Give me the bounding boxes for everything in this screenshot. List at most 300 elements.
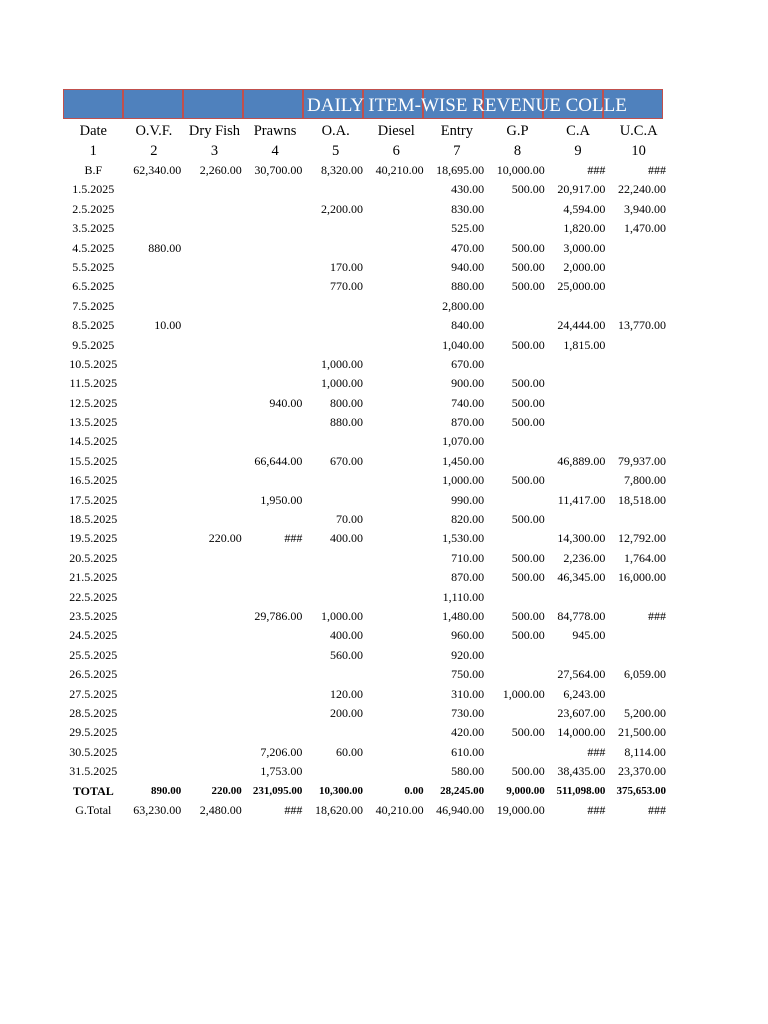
table-cell[interactable]: 1,753.00 — [260, 764, 303, 779]
table-cell[interactable] — [548, 355, 609, 374]
header-cell[interactable] — [183, 89, 243, 119]
table-cell[interactable] — [184, 762, 245, 781]
table-cell[interactable] — [124, 452, 185, 471]
table-cell[interactable] — [184, 510, 245, 529]
table-cell[interactable]: 2,800.00 — [442, 298, 485, 313]
table-cell[interactable] — [245, 200, 306, 219]
table-cell[interactable]: 730.00 — [451, 705, 485, 720]
table-cell[interactable] — [305, 588, 366, 607]
table-cell[interactable]: 670.00 — [329, 453, 363, 468]
table-cell[interactable] — [124, 704, 185, 723]
header-cell[interactable] — [63, 89, 123, 119]
table-cell[interactable]: 470.00 — [451, 240, 485, 255]
table-cell[interactable] — [548, 297, 609, 316]
table-cell[interactable]: 29,786.00 — [254, 608, 303, 623]
row-label-cell[interactable]: 9.5.2025 — [72, 337, 115, 352]
table-cell[interactable]: 38,435.00 — [557, 764, 606, 779]
table-cell[interactable] — [124, 297, 185, 316]
table-cell[interactable] — [245, 568, 306, 587]
table-cell[interactable] — [184, 549, 245, 568]
table-cell[interactable]: 990.00 — [451, 492, 485, 507]
table-cell[interactable] — [305, 471, 366, 490]
table-cell[interactable]: 870.00 — [451, 415, 485, 430]
table-cell[interactable] — [184, 258, 245, 277]
table-cell[interactable]: 840.00 — [451, 318, 485, 333]
table-cell[interactable] — [124, 258, 185, 277]
table-cell[interactable]: 920.00 — [451, 647, 485, 662]
table-cell[interactable]: 1,820.00 — [563, 221, 606, 236]
table-cell[interactable]: 21,500.00 — [617, 725, 666, 740]
table-cell[interactable] — [184, 239, 245, 258]
table-cell[interactable] — [184, 743, 245, 762]
table-cell[interactable] — [184, 297, 245, 316]
column-number[interactable]: 5 — [332, 143, 340, 159]
column-number[interactable]: 3 — [210, 143, 219, 159]
table-cell[interactable] — [124, 626, 185, 645]
header-cell[interactable] — [243, 89, 303, 119]
row-label-cell[interactable]: G.Total — [75, 802, 112, 817]
table-cell[interactable]: 560.00 — [329, 647, 363, 662]
table-cell[interactable] — [245, 297, 306, 316]
table-cell[interactable] — [124, 180, 185, 199]
table-cell[interactable] — [124, 762, 185, 781]
table-cell[interactable] — [487, 200, 548, 219]
table-cell[interactable] — [366, 336, 427, 355]
table-cell[interactable]: 23,607.00 — [557, 705, 606, 720]
table-cell[interactable]: 3,940.00 — [623, 201, 666, 216]
table-cell[interactable]: 1,070.00 — [442, 434, 485, 449]
table-cell[interactable] — [487, 491, 548, 510]
table-cell[interactable] — [245, 413, 306, 432]
table-cell[interactable]: 20,917.00 — [557, 182, 606, 197]
table-cell[interactable]: 1,950.00 — [260, 492, 303, 507]
table-cell[interactable]: 900.00 — [451, 376, 485, 391]
table-cell[interactable] — [124, 665, 185, 684]
table-cell[interactable]: 2,236.00 — [563, 550, 606, 565]
table-cell[interactable]: 7,206.00 — [260, 744, 303, 759]
table-cell[interactable] — [184, 646, 245, 665]
table-cell[interactable]: 420.00 — [451, 725, 485, 740]
table-cell[interactable]: 5,200.00 — [623, 705, 666, 720]
table-cell[interactable]: 710.00 — [451, 550, 485, 565]
table-cell[interactable]: 430.00 — [451, 182, 485, 197]
table-cell[interactable] — [184, 723, 245, 742]
table-cell[interactable] — [366, 626, 427, 645]
column-header[interactable]: U.C.A — [619, 123, 658, 139]
row-label-cell[interactable]: 17.5.2025 — [69, 492, 118, 507]
table-cell[interactable] — [124, 200, 185, 219]
table-cell[interactable] — [608, 588, 669, 607]
table-cell[interactable] — [608, 413, 669, 432]
table-cell[interactable] — [124, 394, 185, 413]
row-label-cell[interactable]: 31.5.2025 — [69, 764, 118, 779]
row-label-cell[interactable]: 18.5.2025 — [69, 512, 118, 527]
table-cell[interactable]: 28,245.00 — [440, 784, 485, 797]
table-cell[interactable] — [124, 646, 185, 665]
table-cell[interactable]: ### — [647, 163, 666, 177]
table-cell[interactable] — [608, 297, 669, 316]
table-cell[interactable] — [305, 665, 366, 684]
table-cell[interactable]: 500.00 — [511, 259, 545, 274]
table-cell[interactable] — [366, 491, 427, 510]
table-cell[interactable] — [608, 646, 669, 665]
table-cell[interactable] — [487, 646, 548, 665]
table-cell[interactable]: 500.00 — [511, 550, 545, 565]
row-label-cell[interactable]: 24.5.2025 — [69, 628, 118, 643]
table-cell[interactable] — [366, 432, 427, 451]
table-cell[interactable]: 70.00 — [335, 512, 363, 527]
table-cell[interactable]: 1,530.00 — [442, 531, 485, 546]
table-cell[interactable] — [124, 568, 185, 587]
table-cell[interactable] — [305, 568, 366, 587]
row-label-cell[interactable]: 28.5.2025 — [69, 705, 118, 720]
table-cell[interactable]: 500.00 — [511, 570, 545, 585]
table-cell[interactable] — [184, 413, 245, 432]
table-cell[interactable] — [184, 452, 245, 471]
table-cell[interactable]: 500.00 — [511, 415, 545, 430]
table-cell[interactable]: 8,114.00 — [624, 744, 666, 759]
column-number[interactable]: 1 — [89, 143, 97, 159]
row-label-cell[interactable]: 16.5.2025 — [69, 473, 118, 488]
row-label-cell[interactable]: 10.5.2025 — [69, 356, 118, 371]
row-label-cell[interactable]: TOTAL — [72, 783, 114, 798]
table-cell[interactable] — [124, 529, 185, 548]
table-cell[interactable] — [487, 743, 548, 762]
table-cell[interactable]: 770.00 — [329, 279, 363, 294]
table-cell[interactable]: 870.00 — [451, 570, 485, 585]
column-header[interactable]: O.A. — [321, 123, 350, 139]
table-cell[interactable]: 610.00 — [451, 744, 485, 759]
table-cell[interactable]: 800.00 — [329, 395, 363, 410]
table-cell[interactable]: 960.00 — [451, 628, 485, 643]
table-cell[interactable]: 22,240.00 — [617, 182, 666, 197]
table-cell[interactable] — [548, 471, 609, 490]
table-cell[interactable] — [366, 258, 427, 277]
table-cell[interactable] — [245, 704, 306, 723]
table-cell[interactable]: 13,770.00 — [617, 318, 666, 333]
table-cell[interactable] — [184, 704, 245, 723]
table-cell[interactable]: 940.00 — [451, 259, 485, 274]
table-cell[interactable]: 945.00 — [572, 628, 606, 643]
table-cell[interactable]: 3,000.00 — [563, 240, 606, 255]
table-cell[interactable] — [487, 704, 548, 723]
table-cell[interactable] — [184, 277, 245, 296]
table-cell[interactable] — [184, 374, 245, 393]
table-cell[interactable]: 220.00 — [211, 784, 242, 797]
table-cell[interactable] — [245, 723, 306, 742]
table-cell[interactable] — [305, 316, 366, 335]
table-cell[interactable] — [548, 646, 609, 665]
table-cell[interactable] — [608, 432, 669, 451]
table-cell[interactable]: 46,940.00 — [436, 802, 485, 817]
table-cell[interactable] — [124, 549, 185, 568]
table-cell[interactable] — [366, 200, 427, 219]
row-label-cell[interactable]: 15.5.2025 — [69, 453, 118, 468]
table-cell[interactable] — [608, 336, 669, 355]
table-cell[interactable]: 18,518.00 — [617, 492, 666, 507]
table-cell[interactable] — [548, 413, 609, 432]
table-cell[interactable] — [305, 549, 366, 568]
table-cell[interactable] — [305, 336, 366, 355]
table-cell[interactable]: 40,210.00 — [375, 163, 424, 177]
table-cell[interactable] — [184, 471, 245, 490]
column-header[interactable]: Date — [79, 123, 107, 139]
table-cell[interactable]: 670.00 — [451, 356, 485, 371]
table-cell[interactable]: 1,480.00 — [442, 608, 485, 623]
table-cell[interactable] — [487, 219, 548, 238]
column-header[interactable]: O.V.F. — [135, 123, 173, 139]
table-cell[interactable]: 63,230.00 — [133, 802, 182, 817]
table-cell[interactable] — [366, 239, 427, 258]
table-cell[interactable] — [124, 374, 185, 393]
column-header[interactable]: G.P — [506, 123, 529, 139]
table-cell[interactable]: 46,345.00 — [557, 570, 606, 585]
table-cell[interactable] — [184, 568, 245, 587]
table-cell[interactable]: 231,095.00 — [252, 784, 303, 797]
table-cell[interactable]: 2,200.00 — [320, 201, 363, 216]
row-label-cell[interactable]: 3.5.2025 — [72, 221, 115, 236]
table-cell[interactable] — [608, 258, 669, 277]
table-cell[interactable]: 11,417.00 — [557, 492, 606, 507]
table-cell[interactable] — [124, 510, 185, 529]
row-label-cell[interactable]: 30.5.2025 — [69, 744, 118, 759]
table-cell[interactable]: 170.00 — [329, 259, 363, 274]
table-cell[interactable]: 880.00 — [329, 415, 363, 430]
table-cell[interactable]: 84,778.00 — [557, 608, 606, 623]
row-label-cell[interactable]: 26.5.2025 — [69, 667, 118, 682]
table-cell[interactable]: 14,300.00 — [557, 531, 606, 546]
table-cell[interactable] — [245, 239, 306, 258]
table-cell[interactable] — [245, 432, 306, 451]
table-cell[interactable]: 12,792.00 — [617, 531, 666, 546]
table-cell[interactable]: 880.00 — [451, 279, 485, 294]
table-cell[interactable] — [184, 219, 245, 238]
row-label-cell[interactable]: 8.5.2025 — [72, 318, 115, 333]
table-cell[interactable] — [366, 471, 427, 490]
column-header[interactable]: Diesel — [377, 123, 415, 139]
row-label-cell[interactable]: 6.5.2025 — [72, 279, 115, 294]
table-cell[interactable]: 10.00 — [154, 318, 182, 333]
table-cell[interactable]: 27,564.00 — [557, 667, 606, 682]
table-cell[interactable] — [124, 219, 185, 238]
column-header[interactable]: Entry — [440, 123, 473, 139]
table-cell[interactable] — [366, 452, 427, 471]
table-cell[interactable]: 9,000.00 — [506, 784, 545, 797]
table-cell[interactable]: 46,889.00 — [557, 453, 606, 468]
table-cell[interactable]: 500.00 — [511, 240, 545, 255]
column-number[interactable]: 8 — [513, 143, 522, 159]
table-cell[interactable] — [487, 432, 548, 451]
table-cell[interactable]: 511,098.00 — [556, 784, 606, 797]
table-cell[interactable] — [608, 394, 669, 413]
table-cell[interactable]: 500.00 — [511, 395, 545, 410]
table-cell[interactable] — [245, 588, 306, 607]
table-cell[interactable] — [487, 297, 548, 316]
table-cell[interactable] — [366, 529, 427, 548]
row-label-cell[interactable]: 13.5.2025 — [69, 415, 118, 430]
table-cell[interactable]: 2,260.00 — [199, 163, 242, 177]
table-cell[interactable] — [184, 316, 245, 335]
table-cell[interactable]: 500.00 — [511, 628, 545, 643]
table-cell[interactable] — [366, 646, 427, 665]
table-cell[interactable]: 1,000.00 — [502, 686, 545, 701]
table-cell[interactable] — [608, 239, 669, 258]
header-cell[interactable] — [123, 89, 183, 119]
table-cell[interactable] — [184, 394, 245, 413]
table-cell[interactable]: 880.00 — [148, 240, 182, 255]
table-cell[interactable] — [366, 355, 427, 374]
table-cell[interactable]: 66,644.00 — [254, 453, 303, 468]
row-label-cell[interactable]: 5.5.2025 — [72, 259, 115, 274]
table-cell[interactable] — [487, 355, 548, 374]
row-label-cell[interactable]: 7.5.2025 — [72, 298, 115, 313]
table-cell[interactable]: 740.00 — [451, 395, 485, 410]
table-cell[interactable] — [124, 723, 185, 742]
table-cell[interactable]: 6,059.00 — [623, 667, 666, 682]
table-cell[interactable] — [245, 219, 306, 238]
table-cell[interactable]: 10,300.00 — [318, 784, 363, 797]
table-cell[interactable] — [245, 316, 306, 335]
table-cell[interactable] — [245, 258, 306, 277]
row-label-cell[interactable]: 23.5.2025 — [69, 608, 118, 623]
table-cell[interactable]: 500.00 — [511, 473, 545, 488]
column-number[interactable]: 4 — [271, 143, 279, 159]
table-cell[interactable]: 23,370.00 — [617, 764, 666, 779]
table-cell[interactable]: 500.00 — [511, 376, 545, 391]
table-cell[interactable] — [184, 626, 245, 645]
table-cell[interactable]: 1,000.00 — [320, 376, 363, 391]
table-cell[interactable]: 750.00 — [451, 667, 485, 682]
table-cell[interactable]: ### — [284, 531, 303, 546]
table-cell[interactable]: 0.00 — [404, 784, 424, 797]
column-number[interactable]: 7 — [453, 143, 461, 159]
column-number[interactable]: 9 — [574, 143, 582, 159]
table-cell[interactable] — [305, 297, 366, 316]
table-cell[interactable] — [305, 432, 366, 451]
row-label-cell[interactable]: 19.5.2025 — [69, 531, 118, 546]
table-cell[interactable]: 19,000.00 — [496, 802, 545, 817]
table-cell[interactable]: 890.00 — [150, 784, 182, 797]
table-cell[interactable] — [366, 723, 427, 742]
table-cell[interactable] — [184, 432, 245, 451]
table-cell[interactable]: ### — [587, 744, 606, 759]
table-cell[interactable]: 14,000.00 — [557, 725, 606, 740]
table-cell[interactable] — [366, 316, 427, 335]
table-cell[interactable] — [366, 297, 427, 316]
row-label-cell[interactable]: 25.5.2025 — [69, 647, 118, 662]
table-cell[interactable]: 62,340.00 — [133, 163, 182, 177]
row-label-cell[interactable]: 2.5.2025 — [72, 201, 115, 216]
table-cell[interactable] — [366, 277, 427, 296]
table-cell[interactable] — [124, 355, 185, 374]
table-cell[interactable]: 400.00 — [329, 531, 363, 546]
table-cell[interactable]: ### — [647, 608, 666, 623]
table-cell[interactable]: 24,444.00 — [557, 318, 606, 333]
table-cell[interactable] — [245, 336, 306, 355]
row-label-cell[interactable]: 21.5.2025 — [69, 570, 118, 585]
table-cell[interactable]: 500.00 — [511, 279, 545, 294]
table-cell[interactable] — [305, 180, 366, 199]
table-cell[interactable]: 310.00 — [451, 686, 485, 701]
row-label-cell[interactable]: 20.5.2025 — [69, 550, 118, 565]
table-cell[interactable]: 1,000.00 — [442, 473, 485, 488]
table-cell[interactable] — [245, 355, 306, 374]
table-cell[interactable] — [366, 510, 427, 529]
column-number[interactable]: 2 — [150, 143, 158, 159]
table-cell[interactable]: 4,594.00 — [563, 201, 606, 216]
table-cell[interactable] — [366, 743, 427, 762]
table-cell[interactable] — [184, 588, 245, 607]
table-cell[interactable] — [124, 413, 185, 432]
table-cell[interactable] — [366, 549, 427, 568]
table-cell[interactable]: 30,700.00 — [254, 163, 303, 177]
table-cell[interactable] — [366, 180, 427, 199]
table-cell[interactable] — [124, 685, 185, 704]
table-cell[interactable] — [124, 588, 185, 607]
table-cell[interactable] — [305, 219, 366, 238]
row-label-cell[interactable]: 27.5.2025 — [69, 686, 118, 701]
row-label-cell[interactable]: 14.5.2025 — [69, 434, 118, 449]
table-cell[interactable]: 120.00 — [329, 686, 363, 701]
table-cell[interactable] — [245, 374, 306, 393]
table-cell[interactable] — [487, 452, 548, 471]
table-cell[interactable]: 2,000.00 — [563, 259, 606, 274]
table-cell[interactable]: 18,695.00 — [436, 163, 485, 177]
table-cell[interactable] — [184, 200, 245, 219]
table-cell[interactable] — [124, 491, 185, 510]
table-cell[interactable] — [548, 510, 609, 529]
table-cell[interactable]: 525.00 — [451, 221, 485, 236]
table-cell[interactable] — [245, 471, 306, 490]
table-cell[interactable] — [124, 471, 185, 490]
table-cell[interactable] — [608, 510, 669, 529]
table-cell[interactable]: 79,937.00 — [617, 453, 666, 468]
table-cell[interactable] — [366, 588, 427, 607]
table-cell[interactable] — [124, 277, 185, 296]
row-label-cell[interactable]: 11.5.2025 — [69, 376, 118, 391]
table-cell[interactable]: 500.00 — [511, 337, 545, 352]
table-cell[interactable] — [245, 549, 306, 568]
table-cell[interactable]: ### — [647, 802, 666, 817]
table-cell[interactable] — [366, 413, 427, 432]
table-cell[interactable] — [366, 607, 427, 626]
table-cell[interactable]: 60.00 — [335, 744, 363, 759]
table-cell[interactable]: 18,620.00 — [314, 802, 363, 817]
table-cell[interactable] — [487, 665, 548, 684]
table-cell[interactable] — [245, 626, 306, 645]
table-cell[interactable] — [245, 665, 306, 684]
column-number[interactable]: 10 — [631, 143, 646, 159]
table-cell[interactable]: 1,470.00 — [623, 221, 666, 236]
table-cell[interactable]: 1,000.00 — [320, 356, 363, 371]
table-cell[interactable] — [245, 685, 306, 704]
table-cell[interactable] — [608, 626, 669, 645]
table-cell[interactable] — [184, 336, 245, 355]
table-cell[interactable] — [305, 491, 366, 510]
table-cell[interactable] — [548, 394, 609, 413]
table-cell[interactable]: 1,040.00 — [442, 337, 485, 352]
table-cell[interactable]: 6,243.00 — [563, 686, 606, 701]
table-cell[interactable] — [124, 336, 185, 355]
table-cell[interactable] — [366, 685, 427, 704]
table-cell[interactable] — [184, 685, 245, 704]
table-cell[interactable]: 8,320.00 — [320, 163, 363, 177]
column-header[interactable]: C.A — [566, 123, 590, 139]
table-cell[interactable]: 1,000.00 — [320, 608, 363, 623]
table-cell[interactable] — [124, 432, 185, 451]
table-cell[interactable] — [245, 510, 306, 529]
table-cell[interactable] — [124, 743, 185, 762]
